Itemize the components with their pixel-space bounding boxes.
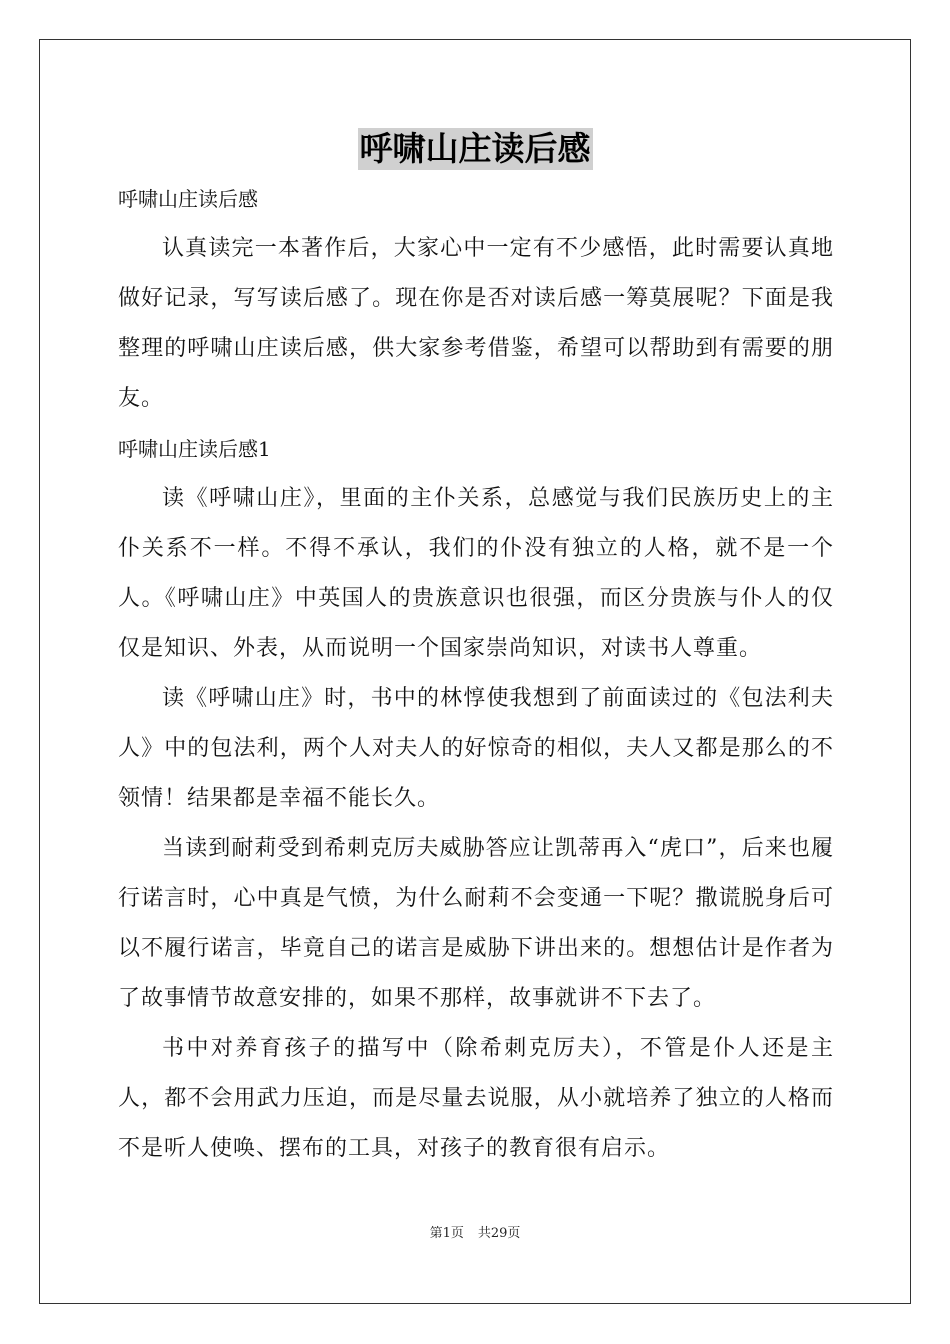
section-heading: 呼啸山庄读后感1 <box>118 437 271 461</box>
body-paragraph: 读《呼啸山庄》时，书中的林惇使我想到了前面读过的《包法利夫人》中的包法利，两个人对夫人的好惊奇的相似，夫人又都是那么的不领情！结果都是幸福不能长久。 <box>118 686 834 811</box>
document-subtitle: 呼啸山庄读后感 <box>118 187 258 211</box>
title-area <box>0 128 950 170</box>
document-title: 呼啸山庄读后感 <box>359 129 591 168</box>
intro-paragraph: 认真读完一本著作后，大家心中一定有不少感悟，此时需要认真地做好记录，写写读后感了。现在你是否对读后感一筹莫展呢？下面是我整理的呼啸山庄读后感，供大家参考借鉴，希望可以帮助到有需要的朋友。 <box>118 236 834 411</box>
body-paragraph: 书中对养育孩子的描写中（除希刺克厉夫），不管是仆人还是主人，都不会用武力压迫，而是尽量去说服，从小就培养了独立的人格而不是听人使唤、摆布的工具，对孩子的教育很有启示。 <box>118 1036 834 1161</box>
body-paragraph: 读《呼啸山庄》，里面的主仆关系，总感觉与我们民族历史上的主仆关系不一样。不得不承认，我们的仆没有独立的人格，就不是一个人。《呼啸山庄》中英国人的贵族意识也很强，而区分贵族与仆人的仅仅是知识、外表，从而说明一个国家崇尚知识，对读书人尊重。 <box>118 486 834 661</box>
page-number: 第1页 <box>429 1226 464 1241</box>
body-paragraph: 当读到耐莉受到希刺克厉夫威胁答应让凯蒂再入“虎口”，后来也履行诺言时，心中真是气愤，为什么耐莉不会变通一下呢？撒谎脱身后可以不履行诺言，毕竟自己的诺言是威胁下讲出来的。想想估计是作者为了故事情节故意安排的，如果不那样，故事就讲不下去了。 <box>118 836 834 1011</box>
page-total: 共29页 <box>477 1226 521 1241</box>
document-body <box>118 174 834 1174</box>
page-footer <box>0 1222 950 1241</box>
